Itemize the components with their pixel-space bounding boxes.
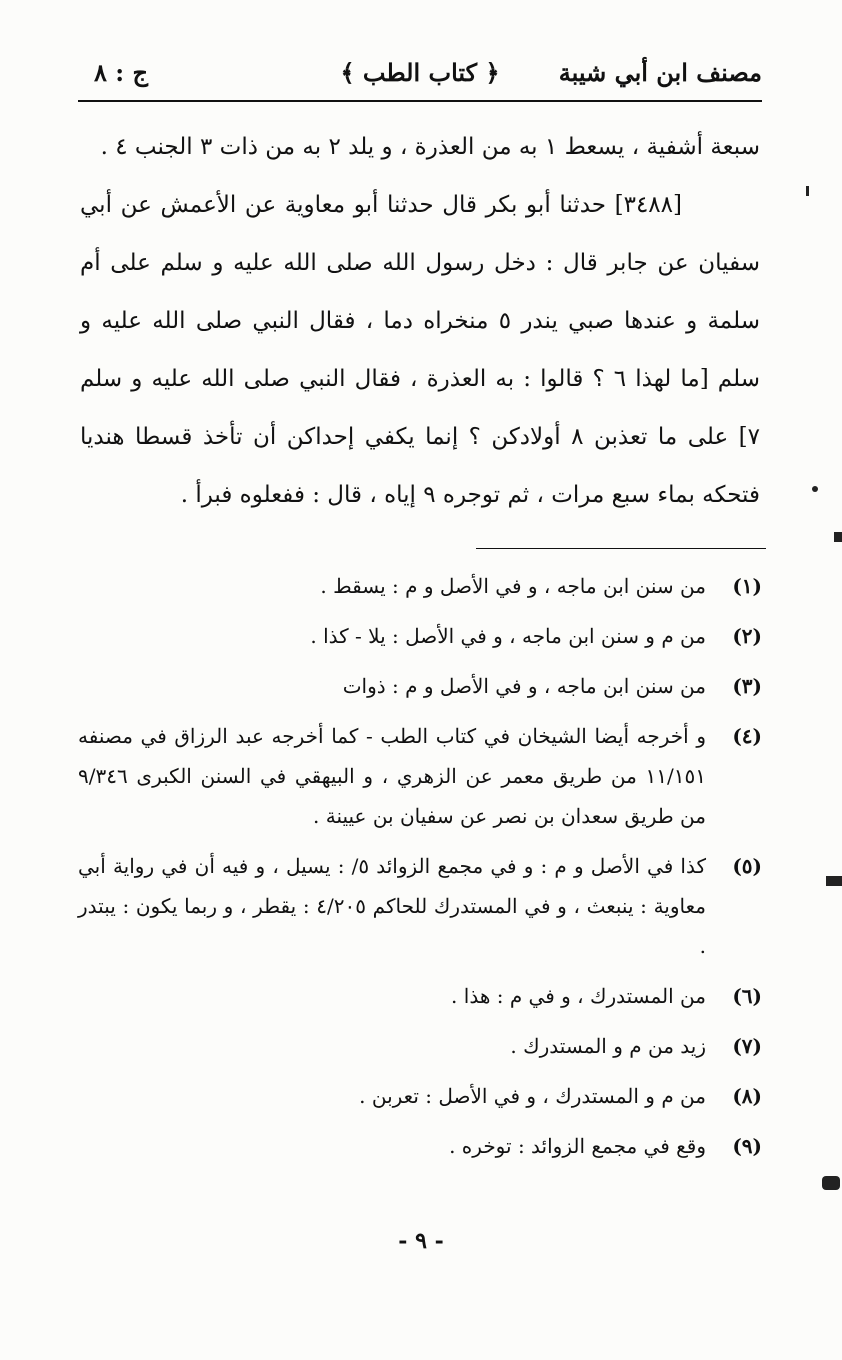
footnote-text: كذا في الأصل و م : و في مجمع الزوائد ٥/ : يسيل ، و فيه أن في رواية أبي معاوية : ينبعث ، و في المستدرك للحاكم ٤/٢٠٥ : يقطر ، و ربما يكون : يبتدر . — [78, 854, 706, 958]
scan-mark — [822, 1176, 840, 1190]
footnote-text: زيد من م و المستدرك . — [510, 1034, 706, 1058]
continuation-line: سبعة أشفية ، يسعط ١ به من العذرة ، و يلد ٢ به من ذات ٣ الجنب ٤ . — [100, 134, 760, 160]
book-title: مصنف ابن أبي شيبة — [558, 58, 762, 87]
footnote-text: من سنن ابن ماجه ، و في الأصل و م : يسقط . — [320, 574, 706, 598]
footnote-3 — [78, 660, 762, 710]
footnote-marker: (١) — [732, 574, 762, 598]
footnote-text: من المستدرك ، و في م : هذا . — [451, 984, 706, 1008]
footnote-1 — [78, 560, 762, 610]
footnote-7 — [78, 1020, 762, 1070]
footnote-text: من م و سنن ابن ماجه ، و في الأصل : يلا - كذا . — [310, 624, 706, 648]
running-header — [78, 50, 762, 102]
hadith-paragraph: [٣٤٨٨] حدثنا أبو بكر قال حدثنا أبو معاوية عن الأعمش عن أبي سفيان عن جابر قال : دخل رسول الله صلى الله عليه و سلم على أم سلمة و عندها صبي يندر ٥ منخراه دما ، فقال النبي صلى الله عليه و سلم [ما لهذا ٦ ؟ قالوا : به العذرة ، فقال النبي صلى الله عليه و سلم ٧] على ما تعذبن ٨ أولادكن ؟ إنما يكفي إحداكن أن تأخذ قسطا هنديا فتحكه بماء سبع مرات ، ثم توجره ٩ إياه ، قال : ففعلوه فبرأ . — [80, 192, 761, 508]
scan-mark — [812, 486, 818, 492]
chapter-title: ﴿ كتاب الطب ﴾ — [340, 58, 500, 87]
main-text — [80, 118, 760, 524]
footnote-marker: (٩) — [732, 1134, 762, 1158]
footnote-8 — [78, 1070, 762, 1120]
footnote-marker: (٦) — [732, 984, 762, 1008]
footnote-4 — [78, 710, 762, 840]
footnote-2 — [78, 610, 762, 660]
footnotes — [78, 560, 762, 1170]
footnote-marker: (٥) — [732, 854, 762, 878]
footnote-marker: (٤) — [732, 724, 762, 748]
footnote-separator — [476, 548, 766, 549]
footnote-marker: (٢) — [732, 624, 762, 648]
volume-number: ج : ٨ — [94, 58, 148, 87]
scan-mark — [806, 186, 809, 196]
footnote-text: و أخرجه أيضا الشيخان في كتاب الطب - كما أخرجه عبد الرزاق في مصنفه ١١/١٥١ من طريق معمر عن الزهري ، و البيهقي في السنن الكبرى ٩/٣٤٦ من طريق سعدان بن نصر عن سفيان بن عيينة . — [78, 724, 706, 828]
footnote-5 — [78, 840, 762, 970]
footnote-marker: (٨) — [732, 1084, 762, 1108]
footnote-text: من سنن ابن ماجه ، و في الأصل و م : ذوات — [342, 674, 706, 698]
footnote-marker: (٣) — [732, 674, 762, 698]
footnote-text: من م و المستدرك ، و في الأصل : تعربن . — [359, 1084, 706, 1108]
scan-mark — [826, 876, 842, 886]
footnote-text: وقع في مجمع الزوائد : توخره . — [449, 1134, 706, 1158]
footnote-marker: (٧) — [732, 1034, 762, 1058]
footnote-9 — [78, 1120, 762, 1170]
footnote-6 — [78, 970, 762, 1020]
scan-mark — [834, 532, 842, 542]
page-number: - ٩ - — [398, 1228, 444, 1254]
